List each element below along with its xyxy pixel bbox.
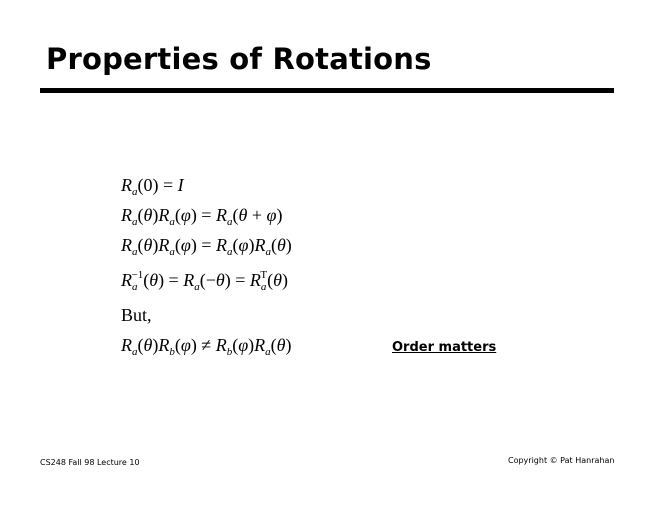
but-label: But, [121,305,152,325]
equation-identity-render: $R_a(0) = I$ [121,175,184,198]
equation-noncommute-render: $R_a(\theta)R_b(\varphi) \ne R_b(\varphi)R_a(\theta)$ [121,335,292,358]
footer-course: CS248 Fall 98 Lecture 10 [40,458,140,467]
slide-title: Properties of Rotations [46,42,432,76]
equation-commute-render: $R_a(\theta)R_a(\varphi) = R_a(\varphi)R_a(\theta)$ [121,235,292,258]
equation-inverse-render: $R_a^{-1}(\theta) = R_a(-\theta) = R_a^T(\theta)$ [121,269,288,293]
equation-sum-render: $R_a(\theta)R_a(\varphi) = R_a(\theta + \varphi)$ [121,205,283,228]
order-matters-note: Order matters [392,340,497,355]
title-rule [40,88,614,93]
footer-copyright: Copyright © Pat Hanrahan [508,456,615,465]
